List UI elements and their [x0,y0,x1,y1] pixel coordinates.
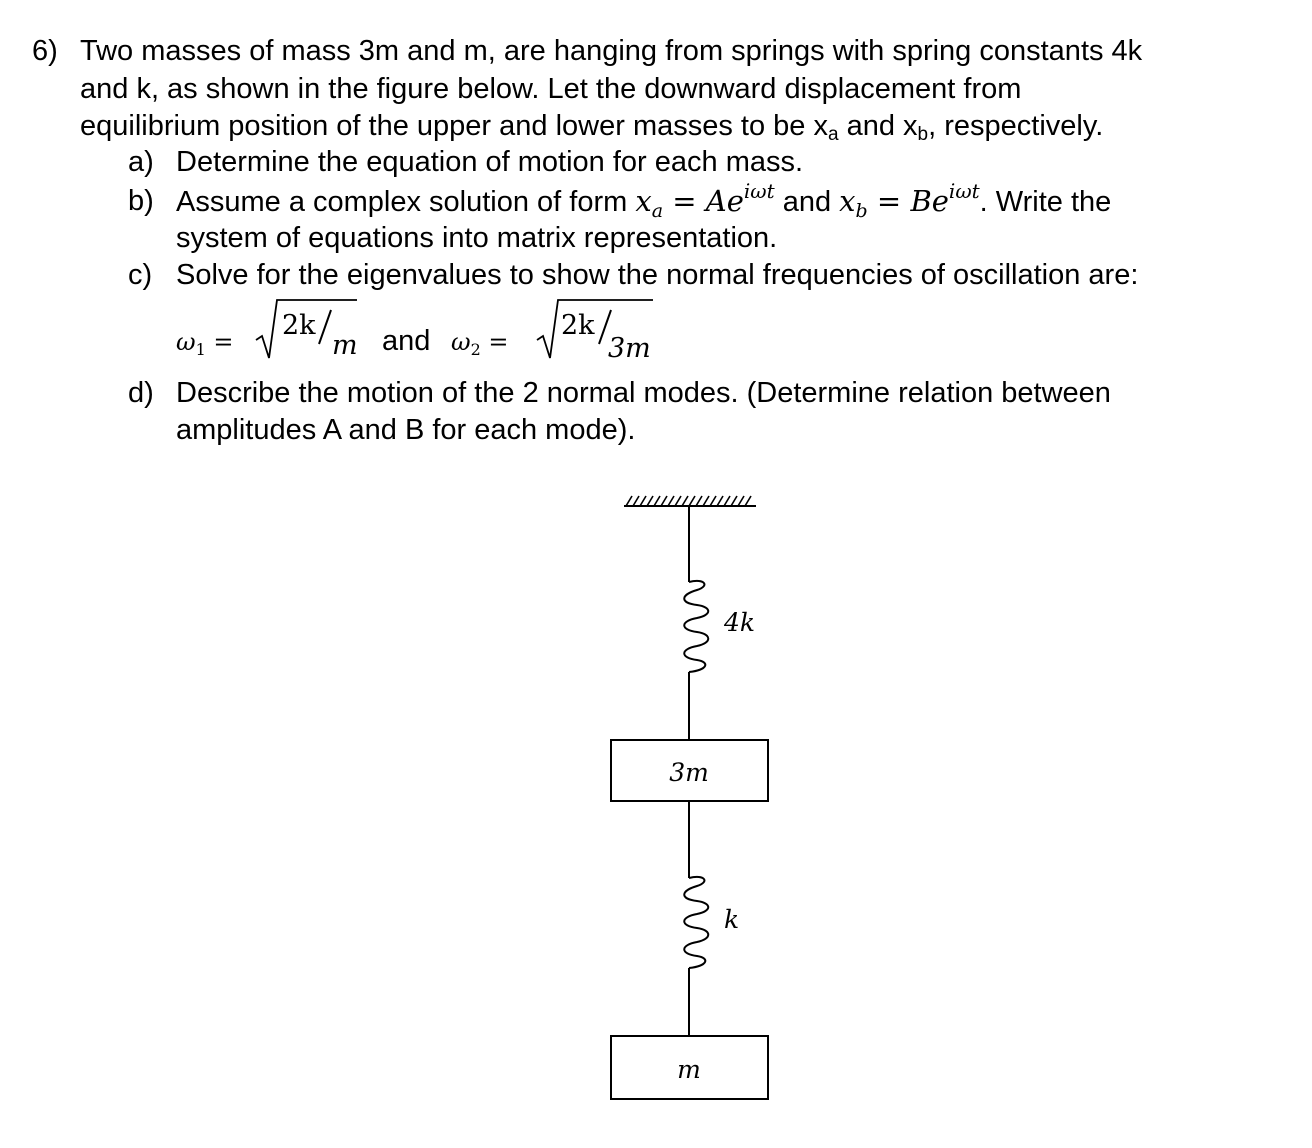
part-c-label: c) [128,259,153,291]
part-b-label: b) [128,185,154,217]
frac1-denominator: m [332,330,358,361]
part-a-label: a) [128,146,154,178]
problem-line-2: and k, as shown in the figure below. Let the downward displacement from [80,73,1022,105]
lower-spring [684,801,708,1036]
lower-spring-label: k [724,905,740,934]
omega-2: ω [451,328,471,356]
part-c-text: Solve for the eigenvalues to show the normal frequencies of oscillation are: [176,259,1139,291]
part-d-text: Describe the motion of the 2 normal modes. (Determine relation between [176,377,1111,409]
upper-spring-label: 4k [724,608,756,637]
part-d-line-2: amplitudes A and B for each mode). [176,414,636,446]
ceiling-support [624,496,756,506]
part-d-label: d) [128,377,154,409]
problem-line-3: equilibrium position of the upper and lower masses to be xa and xb, respectively. [80,110,1104,145]
frac1-numerator: 2k [282,310,316,341]
upper-spring [684,506,708,740]
problem-number: 6) [32,35,58,67]
omega-1: ω [176,328,196,356]
part-b-line-2: system of equations into matrix representation. [176,222,778,254]
frac2-denominator: 3m [608,333,651,364]
lower-mass-label: m [677,1055,701,1084]
frac2-numerator: 2k [561,310,595,341]
part-b-text: Assume a complex solution of form $x_a = Ae^{i\omega t}$ and $x_b = Be^{i\omega t}$. Write the [176,179,1112,222]
upper-mass-label: 3m [669,758,709,787]
and-word: and [382,325,431,357]
part-a-text: Determine the equation of motion for each mass. [176,146,804,178]
